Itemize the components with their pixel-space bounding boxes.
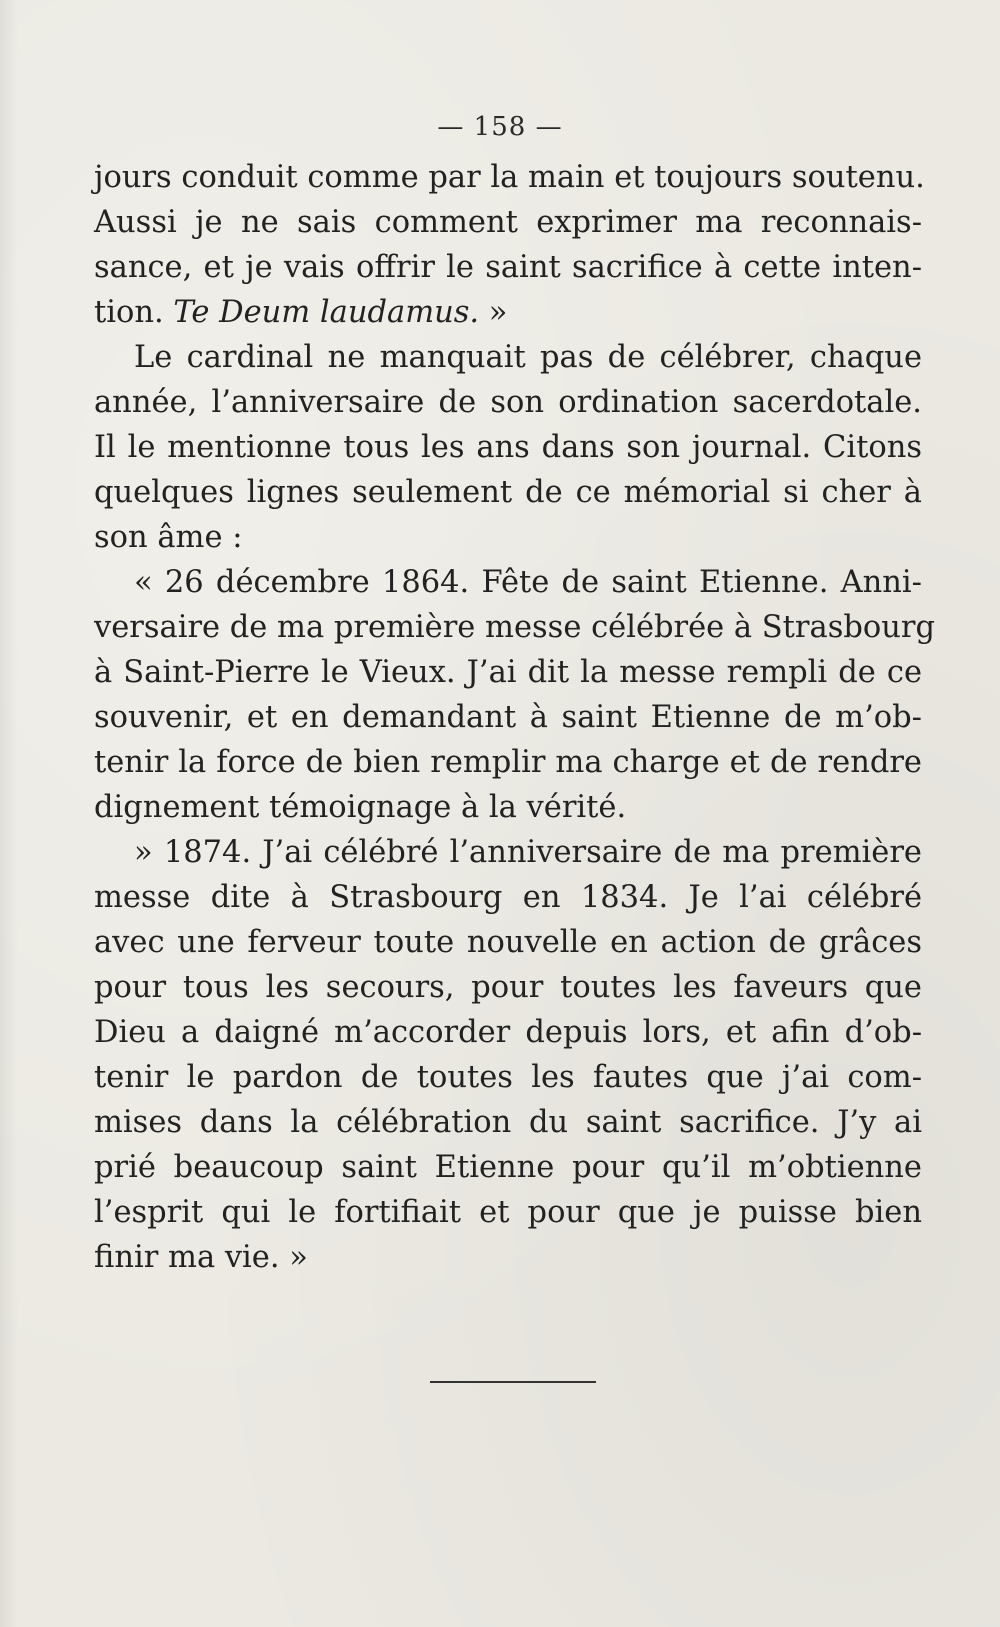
text-line: dignement témoignage à la vérité. [94, 790, 627, 825]
text-line: pour tous les secours, pour toutes les faveurs que [94, 970, 922, 1005]
text-line: tenir la force de bien remplir ma charge et de rendre [94, 745, 922, 780]
text-line: sance, et je vais offrir le saint sacrifice à cette inten- [94, 250, 922, 285]
text-line: année, l’anniversaire de son ordination sacerdotale. [94, 385, 922, 420]
text-line: l’esprit qui le fortifiait et pour que je puisse bien [94, 1195, 922, 1230]
page-edge-shadow [0, 0, 18, 1627]
text-line: prié beaucoup saint Etienne pour qu’il m’obtienne [94, 1150, 922, 1185]
page-number: — 158 — [437, 112, 563, 142]
text-line: Il le mentionne tous les ans dans son journal. Citons [94, 430, 922, 465]
text-line: finir ma vie. » [94, 1240, 308, 1275]
text-line: tenir le pardon de toutes les fautes que j’ai com- [94, 1060, 922, 1095]
paragraph [94, 155, 925, 335]
paragraph [94, 830, 922, 1280]
text-line: à Saint-Pierre le Vieux. J’ai dit la messe rempli de ce [94, 655, 922, 690]
text-line: versaire de ma première messe célébrée à Strasbourg [94, 610, 935, 645]
text-line: quelques lignes seulement de ce mémorial si cher à [94, 475, 922, 510]
text-line: » 1874. J’ai célébré l’anniversaire de ma première [134, 835, 922, 870]
text-line: « 26 décembre 1864. Fête de saint Etienne. Anni- [134, 565, 922, 600]
text-line: jours conduit comme par la main et toujours soutenu. [94, 160, 925, 195]
text-line: souvenir, et en demandant à saint Etienne de m’ob- [94, 700, 922, 735]
body-text [94, 155, 935, 1280]
paragraph [94, 335, 922, 560]
section-divider-rule [430, 1381, 596, 1383]
text-line [94, 290, 922, 335]
text-line: mises dans la célébration du saint sacrifice. J’y ai [94, 1105, 922, 1140]
text-line: messe dite à Strasbourg en 1834. Je l’ai célébré [94, 880, 922, 915]
text-fragment: » [479, 295, 508, 330]
text-line: son âme : [94, 520, 243, 555]
text-line: Le cardinal ne manquait pas de célébrer, chaque [134, 340, 922, 375]
text-line: avec une ferveur toute nouvelle en action de grâces [94, 925, 922, 960]
text-line: Aussi je ne sais comment exprimer ma reconnais- [94, 205, 922, 240]
italic-phrase: Te Deum laudamus. [173, 295, 480, 330]
text-fragment: tion. [94, 295, 174, 330]
text-line: Dieu a daigné m’accorder depuis lors, et afin d’ob- [94, 1015, 922, 1050]
paragraph [94, 560, 935, 830]
